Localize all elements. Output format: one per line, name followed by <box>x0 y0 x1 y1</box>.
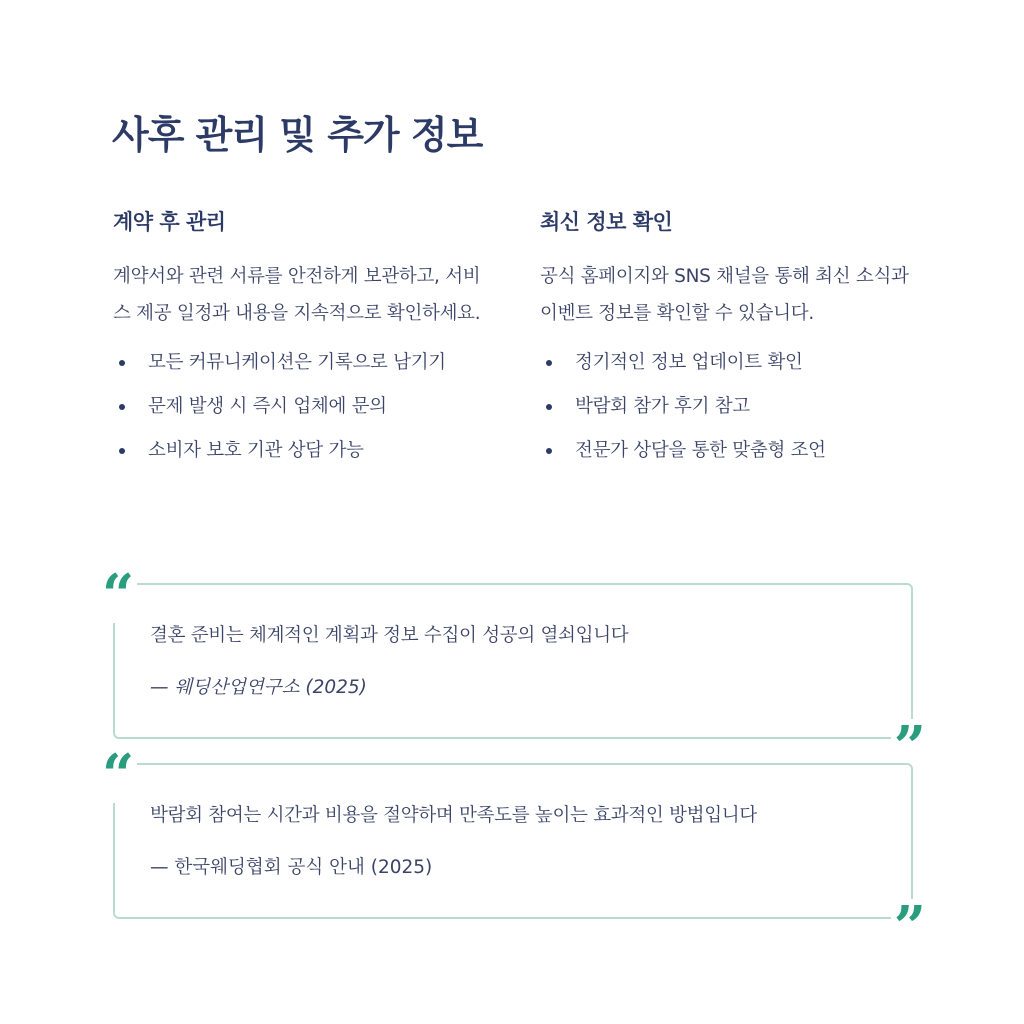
section-heading: 최신 정보 확인 <box>540 210 673 234</box>
quote-text: 박람회 참여는 시간과 비용을 절약하며 만족도를 높이는 효과적인 방법입니다 <box>150 805 757 826</box>
quote-box <box>102 742 926 960</box>
page-title: 사후 관리 및 추가 정보 <box>112 113 483 157</box>
list-item <box>540 432 920 469</box>
list-item-text: 문제 발생 시 즉시 업체에 문의 <box>148 396 387 417</box>
list-item-text: 박람회 참가 후기 참고 <box>575 396 750 417</box>
bullet-icon <box>119 404 125 410</box>
open-quote-icon: “ <box>99 567 137 623</box>
latest-info-section <box>540 206 920 476</box>
bullet-icon <box>546 404 552 410</box>
quote-text: 결혼 준비는 체계적인 계획과 정보 수집이 성공의 열쇠입니다 <box>150 625 629 646</box>
section-paragraph: 계약서와 관련 서류를 안전하게 보관하고, 서비스 제공 일정과 내용을 지속적으로 확인하세요. <box>113 266 481 324</box>
close-quote-icon: ” <box>891 899 929 955</box>
open-quote-icon: “ <box>99 747 137 803</box>
list-item <box>540 388 920 425</box>
list-item <box>540 344 920 381</box>
bullet-icon <box>119 448 125 454</box>
quote-source: — 웨딩산업연구소 (2025) <box>150 677 367 698</box>
bullet-list <box>113 344 493 469</box>
section-paragraph: 공식 홈페이지와 SNS 채널을 통해 최신 소식과 이벤트 정보를 확인할 수 있습니다. <box>540 266 909 324</box>
list-item <box>113 344 493 381</box>
list-item <box>113 388 493 425</box>
quote-box <box>102 562 926 780</box>
list-item <box>113 432 493 469</box>
bullet-list <box>540 344 920 469</box>
bullet-icon <box>119 360 125 366</box>
list-item-text: 모든 커뮤니케이션은 기록으로 남기기 <box>148 352 446 373</box>
post-contract-section <box>113 206 493 476</box>
list-item-text: 소비자 보호 기관 상담 가능 <box>148 440 364 461</box>
section-heading: 계약 후 관리 <box>113 210 226 234</box>
bullet-icon <box>546 448 552 454</box>
bullet-icon <box>546 360 552 366</box>
quote-source: — 한국웨딩협회 공식 안내 (2025) <box>150 857 433 878</box>
list-item-text: 정기적인 정보 업데이트 확인 <box>575 352 803 373</box>
close-quote-icon: ” <box>891 719 929 775</box>
list-item-text: 전문가 상담을 통한 맞춤형 조언 <box>575 440 826 461</box>
